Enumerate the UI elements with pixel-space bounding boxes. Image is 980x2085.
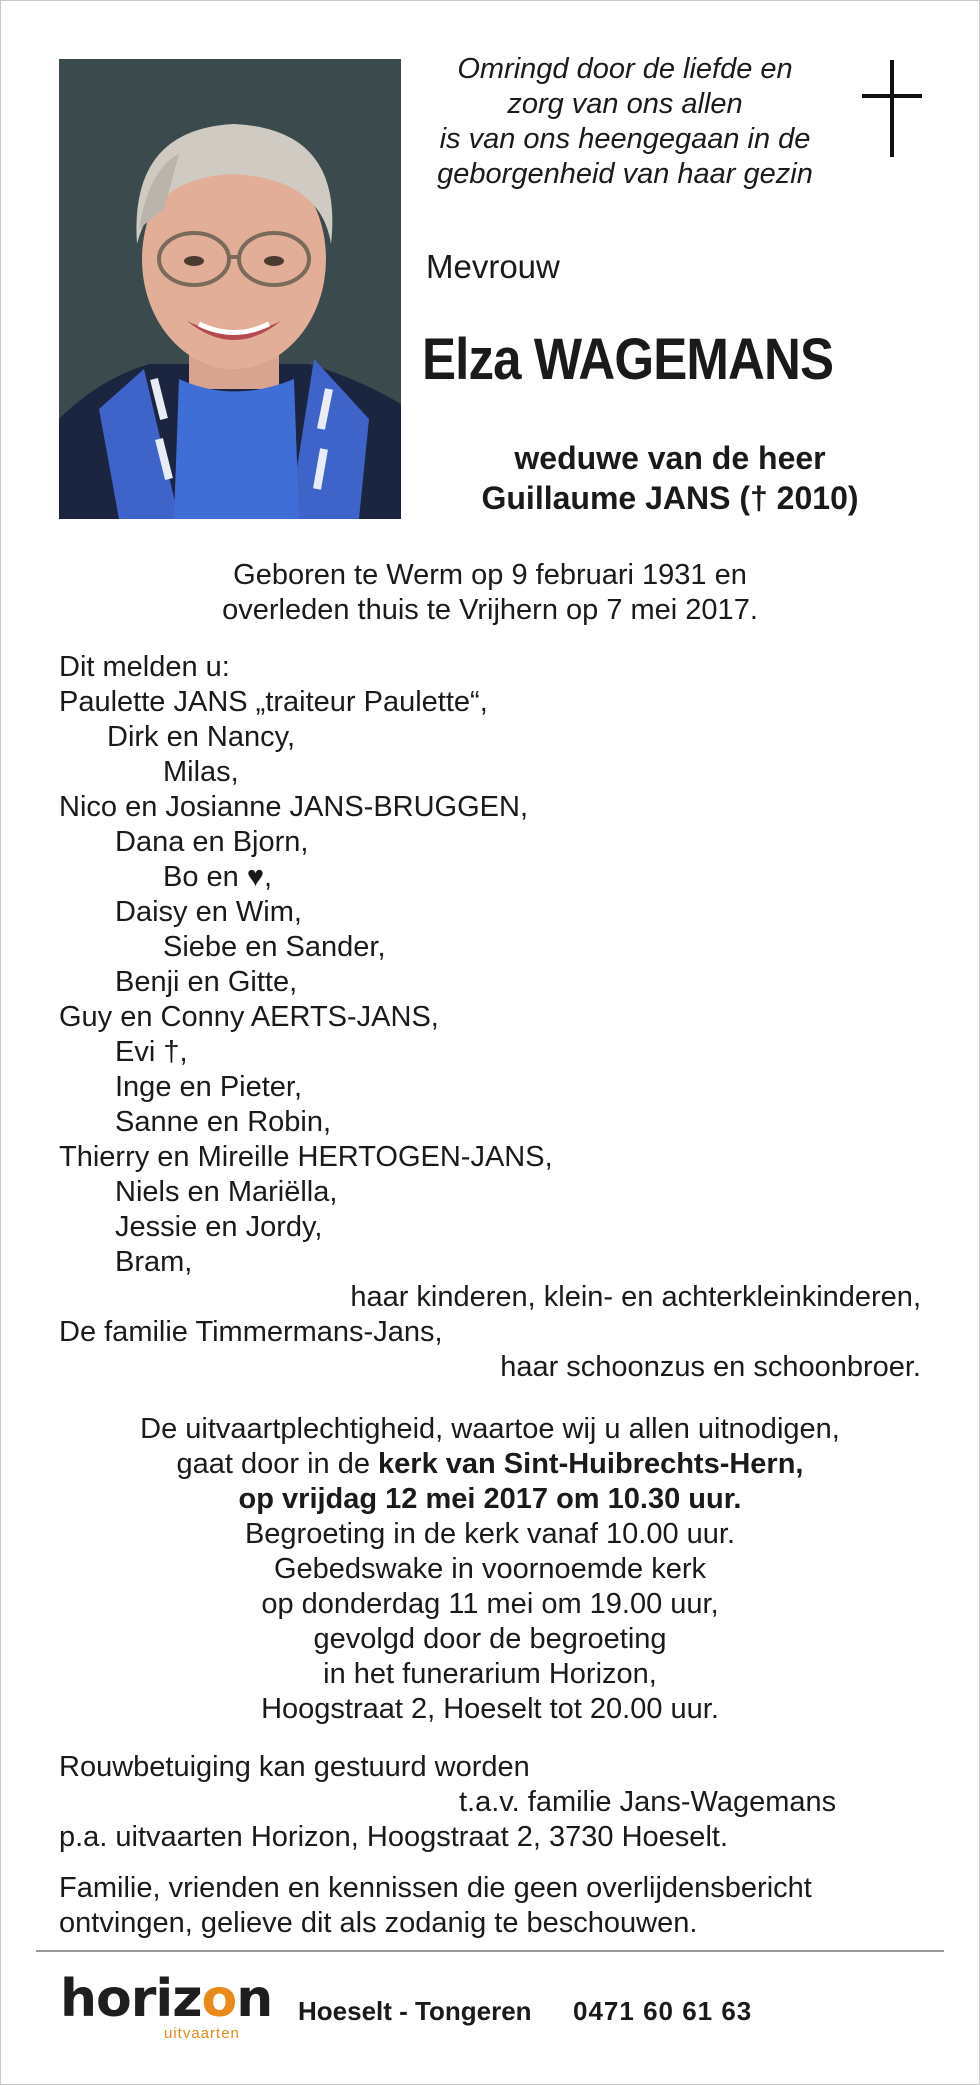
ceremony-line: Hoogstraat 2, Hoeselt tot 20.00 uur. (261, 1693, 719, 1725)
final-note (59, 1871, 921, 1941)
ceremony-line: Begroeting in de kerk vanaf 10.00 uur. (244, 1518, 736, 1550)
horizon-logo (60, 1969, 273, 2043)
ceremony-line: op donderdag 11 mei om 19.00 uur, (261, 1588, 719, 1620)
family-line: Dana en Bjorn, (115, 826, 309, 858)
ceremony-line (59, 1447, 921, 1482)
family-line: Niels en Mariëlla, (115, 1176, 338, 1208)
family-line: haar schoonzus en schoonbroer. (500, 1351, 921, 1383)
family-line: Bo en ♥, (163, 861, 273, 893)
family-line: Paulette JANS „traiteur Paulette“, (59, 686, 488, 718)
family-line: Milas, (163, 756, 239, 788)
portrait-photo (59, 59, 401, 519)
logo-subtitle: uitvaarten (164, 2025, 240, 2042)
family-heading: Dit melden u: (59, 651, 230, 683)
family-line: Dirk en Nancy, (107, 721, 296, 753)
widow-line: weduwe van de heer (514, 440, 826, 476)
family-line: Guy en Conny AERTS-JANS, (59, 1001, 439, 1033)
born-line: Geboren te Werm op 9 februari 1931 en (233, 559, 747, 591)
ceremony-info (59, 1412, 921, 1727)
deceased-name: Elza WAGEMANS (422, 327, 834, 392)
ceremony-line: gevolgd door de begroeting (313, 1623, 667, 1655)
family-line: Nico en Josianne JANS-BRUGGEN, (59, 791, 528, 823)
condolence-line: Rouwbetuiging kan gestuurd worden (59, 1751, 530, 1783)
widow-line: Guillaume JANS († 2010) (481, 480, 859, 516)
family-line: Siebe en Sander, (163, 931, 386, 963)
family-line: Sanne en Robin, (115, 1106, 332, 1138)
logo-wordmark: horizon (60, 1969, 273, 2029)
family-line: Jessie en Jordy, (115, 1211, 323, 1243)
ceremony-line: in het funerarium Horizon, (323, 1658, 657, 1690)
footer-location: Hoeselt - Tongeren (298, 1996, 532, 2026)
intro-line: geborgenheid van haar gezin (437, 158, 813, 190)
condolence-line: p.a. uitvaarten Horizon, Hoogstraat 2, 3730 Hoeselt. (59, 1821, 728, 1853)
birth-death-info (59, 558, 921, 628)
footer-phone: 0471 60 61 63 (573, 1996, 753, 2026)
family-line: haar kinderen, klein- en achterkleinkinderen, (350, 1281, 921, 1313)
family-line: Bram, (115, 1246, 193, 1278)
church-name: kerk van Sint-Huibrechts-Hern, (378, 1448, 804, 1480)
intro-line: is van ons heengegaan in de (439, 123, 811, 155)
condolence-info (59, 1750, 921, 1855)
intro-verse (410, 52, 840, 192)
widow-of (430, 438, 910, 518)
intro-line: Omringd door de liefde en (457, 53, 793, 85)
footer-divider (36, 1950, 944, 1952)
ceremony-line: De uitvaartplechtigheid, waartoe wij u allen uitnodigen, (140, 1413, 840, 1445)
family-line: Benji en Gitte, (115, 966, 298, 998)
intro-line: zorg van ons allen (507, 88, 743, 120)
ceremony-date: op vrijdag 12 mei 2017 om 10.30 uur. (238, 1483, 742, 1515)
family-line: De familie Timmermans-Jans, (59, 1316, 443, 1348)
family-line: Daisy en Wim, (115, 896, 302, 928)
family-line: Inge en Pieter, (115, 1071, 303, 1103)
latin-cross-icon (862, 60, 922, 160)
family-list (59, 650, 921, 1385)
honorific: Mevrouw (426, 248, 560, 285)
final-line: ontvingen, gelieve dit als zodanig te beschouwen. (59, 1907, 698, 1939)
final-line: Familie, vrienden en kennissen die geen overlijdensbericht (59, 1872, 812, 1904)
family-line: Thierry en Mireille HERTOGEN-JANS, (59, 1141, 553, 1173)
ceremony-prefix: gaat door in de (176, 1448, 379, 1480)
family-line: Evi †, (115, 1036, 188, 1068)
born-line: overleden thuis te Vrijhern op 7 mei 2017. (222, 594, 758, 626)
condolence-line: t.a.v. familie Jans-Wagemans (459, 1786, 837, 1818)
ceremony-line: Gebedswake in voornoemde kerk (273, 1553, 706, 1585)
